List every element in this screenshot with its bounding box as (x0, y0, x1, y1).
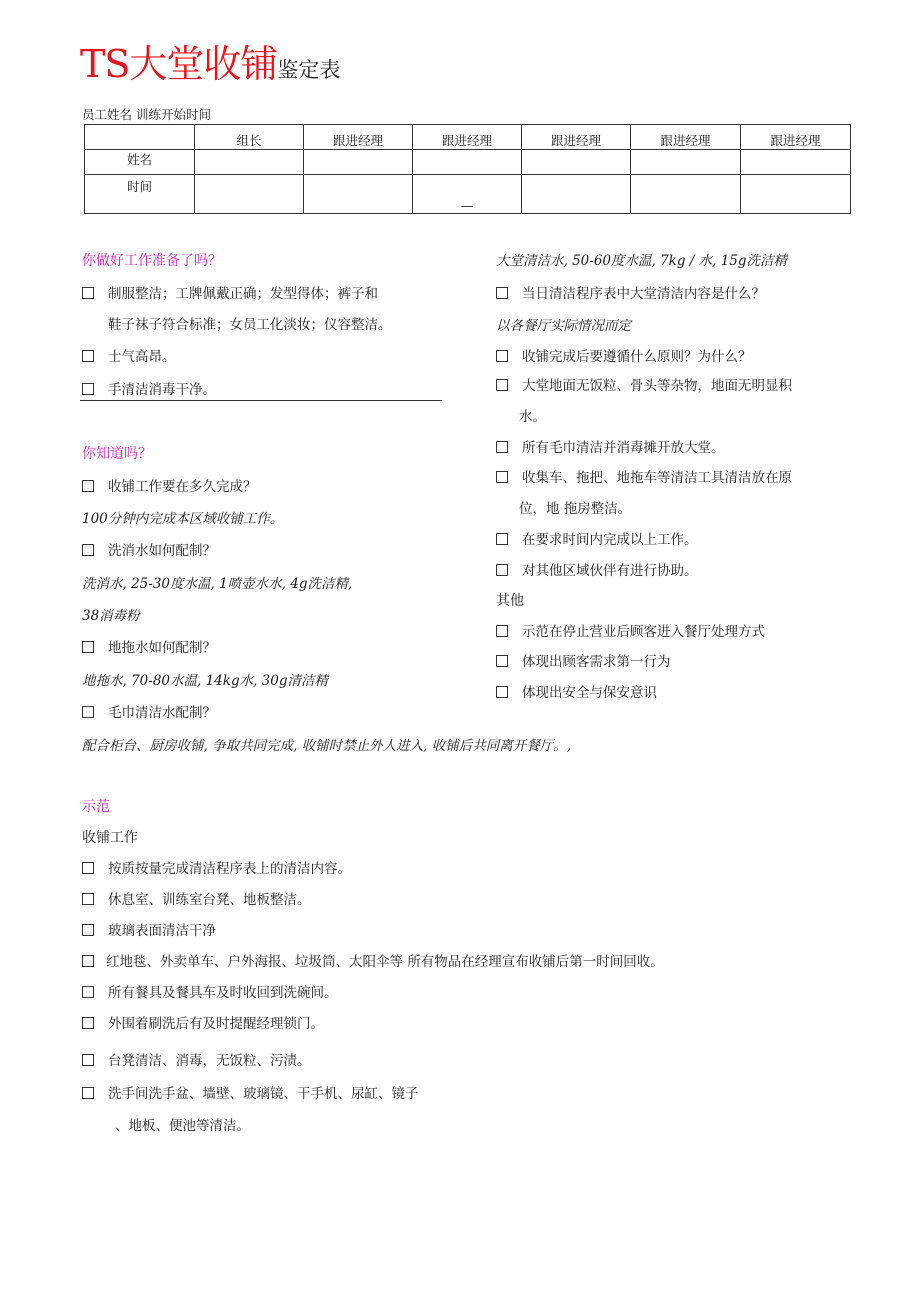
item-text: 所有毛巾清洁并消毒摊开放大堂。 (522, 440, 725, 456)
item-text: 收铺完成后要遵循什么原则？为什么？ (522, 349, 752, 365)
checkbox-icon[interactable] (82, 986, 94, 998)
item-text: 红地毯、外卖单车、户外海报、垃圾筒、太阳伞等 所有物品在经理宣布收铺后第一时间回收。 (106, 954, 664, 970)
checkbox-icon[interactable] (82, 287, 94, 299)
checklist-item (82, 380, 216, 400)
title-main: TS大堂收铺 (80, 42, 278, 86)
time-cell[interactable] (522, 175, 631, 214)
checklist-item (496, 622, 765, 642)
item-text: 收集车、拖把、地拖车等清洁工具清洁放在原 (522, 470, 792, 486)
answer-text: 洗消水, 25-30度水温, 1喷壶水水, 4g洗洁精, (82, 576, 353, 592)
answer-text: 地拖水, 70-80水温, 14kg水, 30g清洁精 (82, 673, 328, 689)
table-header-cell: 组长 (195, 125, 304, 150)
checkbox-icon[interactable] (82, 544, 94, 556)
checkbox-icon[interactable] (496, 655, 508, 667)
answer-text: 100分钟内完成本区域收铺工作。 (82, 511, 284, 527)
item-text: 台凳清洁、消毒，无饭粒、污渍。 (108, 1053, 311, 1069)
checklist-item (82, 983, 338, 1003)
item-text: 在要求时间内完成以上工作。 (522, 532, 698, 548)
checklist-item (82, 1084, 419, 1104)
checkbox-icon[interactable] (82, 1087, 94, 1099)
checkbox-icon[interactable] (496, 686, 508, 698)
checkbox-icon[interactable] (496, 350, 508, 362)
item-text: 制服整洁；工牌佩戴正确；发型得体；裤子和 (108, 286, 378, 302)
checkbox-icon[interactable] (82, 924, 94, 936)
question-item (82, 638, 216, 658)
checkbox-icon[interactable] (496, 441, 508, 453)
checklist-item (82, 1051, 311, 1071)
checkbox-icon[interactable] (82, 893, 94, 905)
checklist-item (496, 530, 698, 550)
checklist-item (496, 561, 698, 581)
other-heading: 其他 (496, 593, 524, 609)
item-text: 示范在停止营业后顾客进入餐厅处理方式 (522, 624, 765, 640)
answer-text: 38消毒粉 (82, 608, 140, 624)
know-heading: 你知道吗？ (82, 446, 152, 462)
signoff-table (84, 124, 851, 214)
item-text: 大堂地面无饭粒、骨头等杂物，地面无明显积 (522, 378, 792, 394)
checkbox-icon[interactable] (496, 287, 508, 299)
time-cell[interactable] (741, 175, 851, 214)
time-cell[interactable] (195, 175, 304, 214)
checklist-item-continued: 水。 (519, 409, 546, 425)
demo-subheading: 收铺工作 (82, 830, 138, 846)
checkbox-icon[interactable] (82, 862, 94, 874)
row-label-name: 姓名 (85, 150, 195, 175)
checkbox-icon[interactable] (496, 471, 508, 483)
checkbox-icon[interactable] (82, 1017, 94, 1029)
checkbox-icon[interactable] (82, 955, 94, 967)
item-text: 体现出安全与保安意识 (522, 685, 657, 701)
item-text: 毛巾清洁水配制？ (108, 705, 216, 721)
name-cell[interactable] (522, 150, 631, 175)
checklist-item (82, 952, 664, 972)
answer-text: 大堂清洁水, 50-60度水温, 7kg / 水, 15g洗洁精 (496, 253, 788, 269)
checklist-item (82, 890, 311, 910)
item-text: 士气高昂。 (108, 349, 176, 365)
question-item (82, 477, 257, 497)
table-header-cell: 跟进经理 (741, 125, 851, 150)
employee-info-line: 员工姓名 训练开始时间 (82, 107, 211, 122)
item-text: 所有餐具及餐具车及时收回到洗碗间。 (108, 985, 338, 1001)
item-text: 当日清洁程序表中大堂清洁内容是什么？ (522, 286, 765, 302)
row-label-time: 时间 (85, 175, 195, 214)
checklist-item (496, 683, 657, 703)
time-cell[interactable] (413, 175, 522, 214)
table-header-cell: 跟进经理 (413, 125, 522, 150)
table-row (85, 175, 851, 214)
demo-heading: 示范 (82, 799, 110, 815)
name-cell[interactable] (741, 150, 851, 175)
checklist-item (496, 652, 671, 672)
checkbox-icon[interactable] (82, 350, 94, 362)
name-cell[interactable] (631, 150, 741, 175)
checkbox-icon[interactable] (82, 383, 94, 395)
checkbox-icon[interactable] (82, 1054, 94, 1066)
checkbox-icon[interactable] (496, 533, 508, 545)
table-header-cell (85, 125, 195, 150)
item-text: 对其他区域伙伴有进行协助。 (522, 563, 698, 579)
question-item (82, 703, 216, 723)
checkbox-icon[interactable] (496, 625, 508, 637)
checklist-item (82, 859, 351, 879)
checkbox-icon[interactable] (82, 641, 94, 653)
checkbox-icon[interactable] (496, 564, 508, 576)
item-text: 按质按量完成清洁程序表上的清洁内容。 (108, 861, 351, 877)
table-header-cell: 跟进经理 (522, 125, 631, 150)
name-cell[interactable] (304, 150, 413, 175)
table-header-cell: 跟进经理 (631, 125, 741, 150)
item-text: 地拖水如何配制？ (108, 640, 216, 656)
name-cell[interactable] (413, 150, 522, 175)
name-cell[interactable] (195, 150, 304, 175)
item-text: 洗手间洗手盆、墙壁、玻璃镜、干手机、尿缸、镜子 (108, 1086, 419, 1102)
checklist-item (496, 468, 792, 488)
question-item (496, 347, 752, 367)
checklist-item (82, 284, 378, 304)
time-cell[interactable] (304, 175, 413, 214)
checklist-item (82, 1014, 324, 1034)
page-title (80, 44, 340, 84)
checkbox-icon[interactable] (82, 706, 94, 718)
item-text: 外围着刷洗后有及时提醒经理锁门。 (108, 1016, 324, 1032)
answer-text: 以各餐厅实际情况而定 (496, 318, 631, 334)
title-suffix: 鉴定表 (277, 58, 341, 82)
checkbox-icon[interactable] (496, 379, 508, 391)
question-item (82, 541, 216, 561)
item-text: 玻璃表面清洁干净 (108, 923, 216, 939)
checklist-item (496, 376, 792, 396)
checklist-item-continued: 、地板、便池等清洁。 (115, 1118, 250, 1134)
table-header-row (85, 125, 851, 150)
table-header-cell: 跟进经理 (304, 125, 413, 150)
checklist-item-continued: 鞋子袜子符合标准；女员工化淡妆；仪容整洁。 (108, 317, 392, 333)
table-row (85, 150, 851, 175)
item-text: 洗消水如何配制？ (108, 543, 216, 559)
checklist-item (496, 438, 725, 458)
checklist-item-continued: 位，地 拖房整洁。 (519, 501, 632, 517)
item-text: 手清洁消毒干净。 (108, 382, 216, 398)
checklist-item (82, 347, 176, 367)
item-text: 收铺工作要在多久完成？ (108, 479, 257, 495)
checklist-item (82, 921, 216, 941)
question-item (496, 284, 765, 304)
section-divider (80, 400, 442, 401)
dash-mark: — (460, 198, 474, 213)
prep-heading: 你做好工作准备了吗？ (82, 253, 222, 269)
item-text: 体现出顾客需求第一行为 (522, 654, 671, 670)
item-text: 休息室、训练室台凳、地板整洁。 (108, 892, 311, 908)
checkbox-icon[interactable] (82, 480, 94, 492)
time-cell[interactable] (631, 175, 741, 214)
answer-text: 配合柜台、厨房收铺, 争取共同完成, 收铺时禁止外人进入, 收铺后共同离开餐厅。, (82, 738, 572, 754)
